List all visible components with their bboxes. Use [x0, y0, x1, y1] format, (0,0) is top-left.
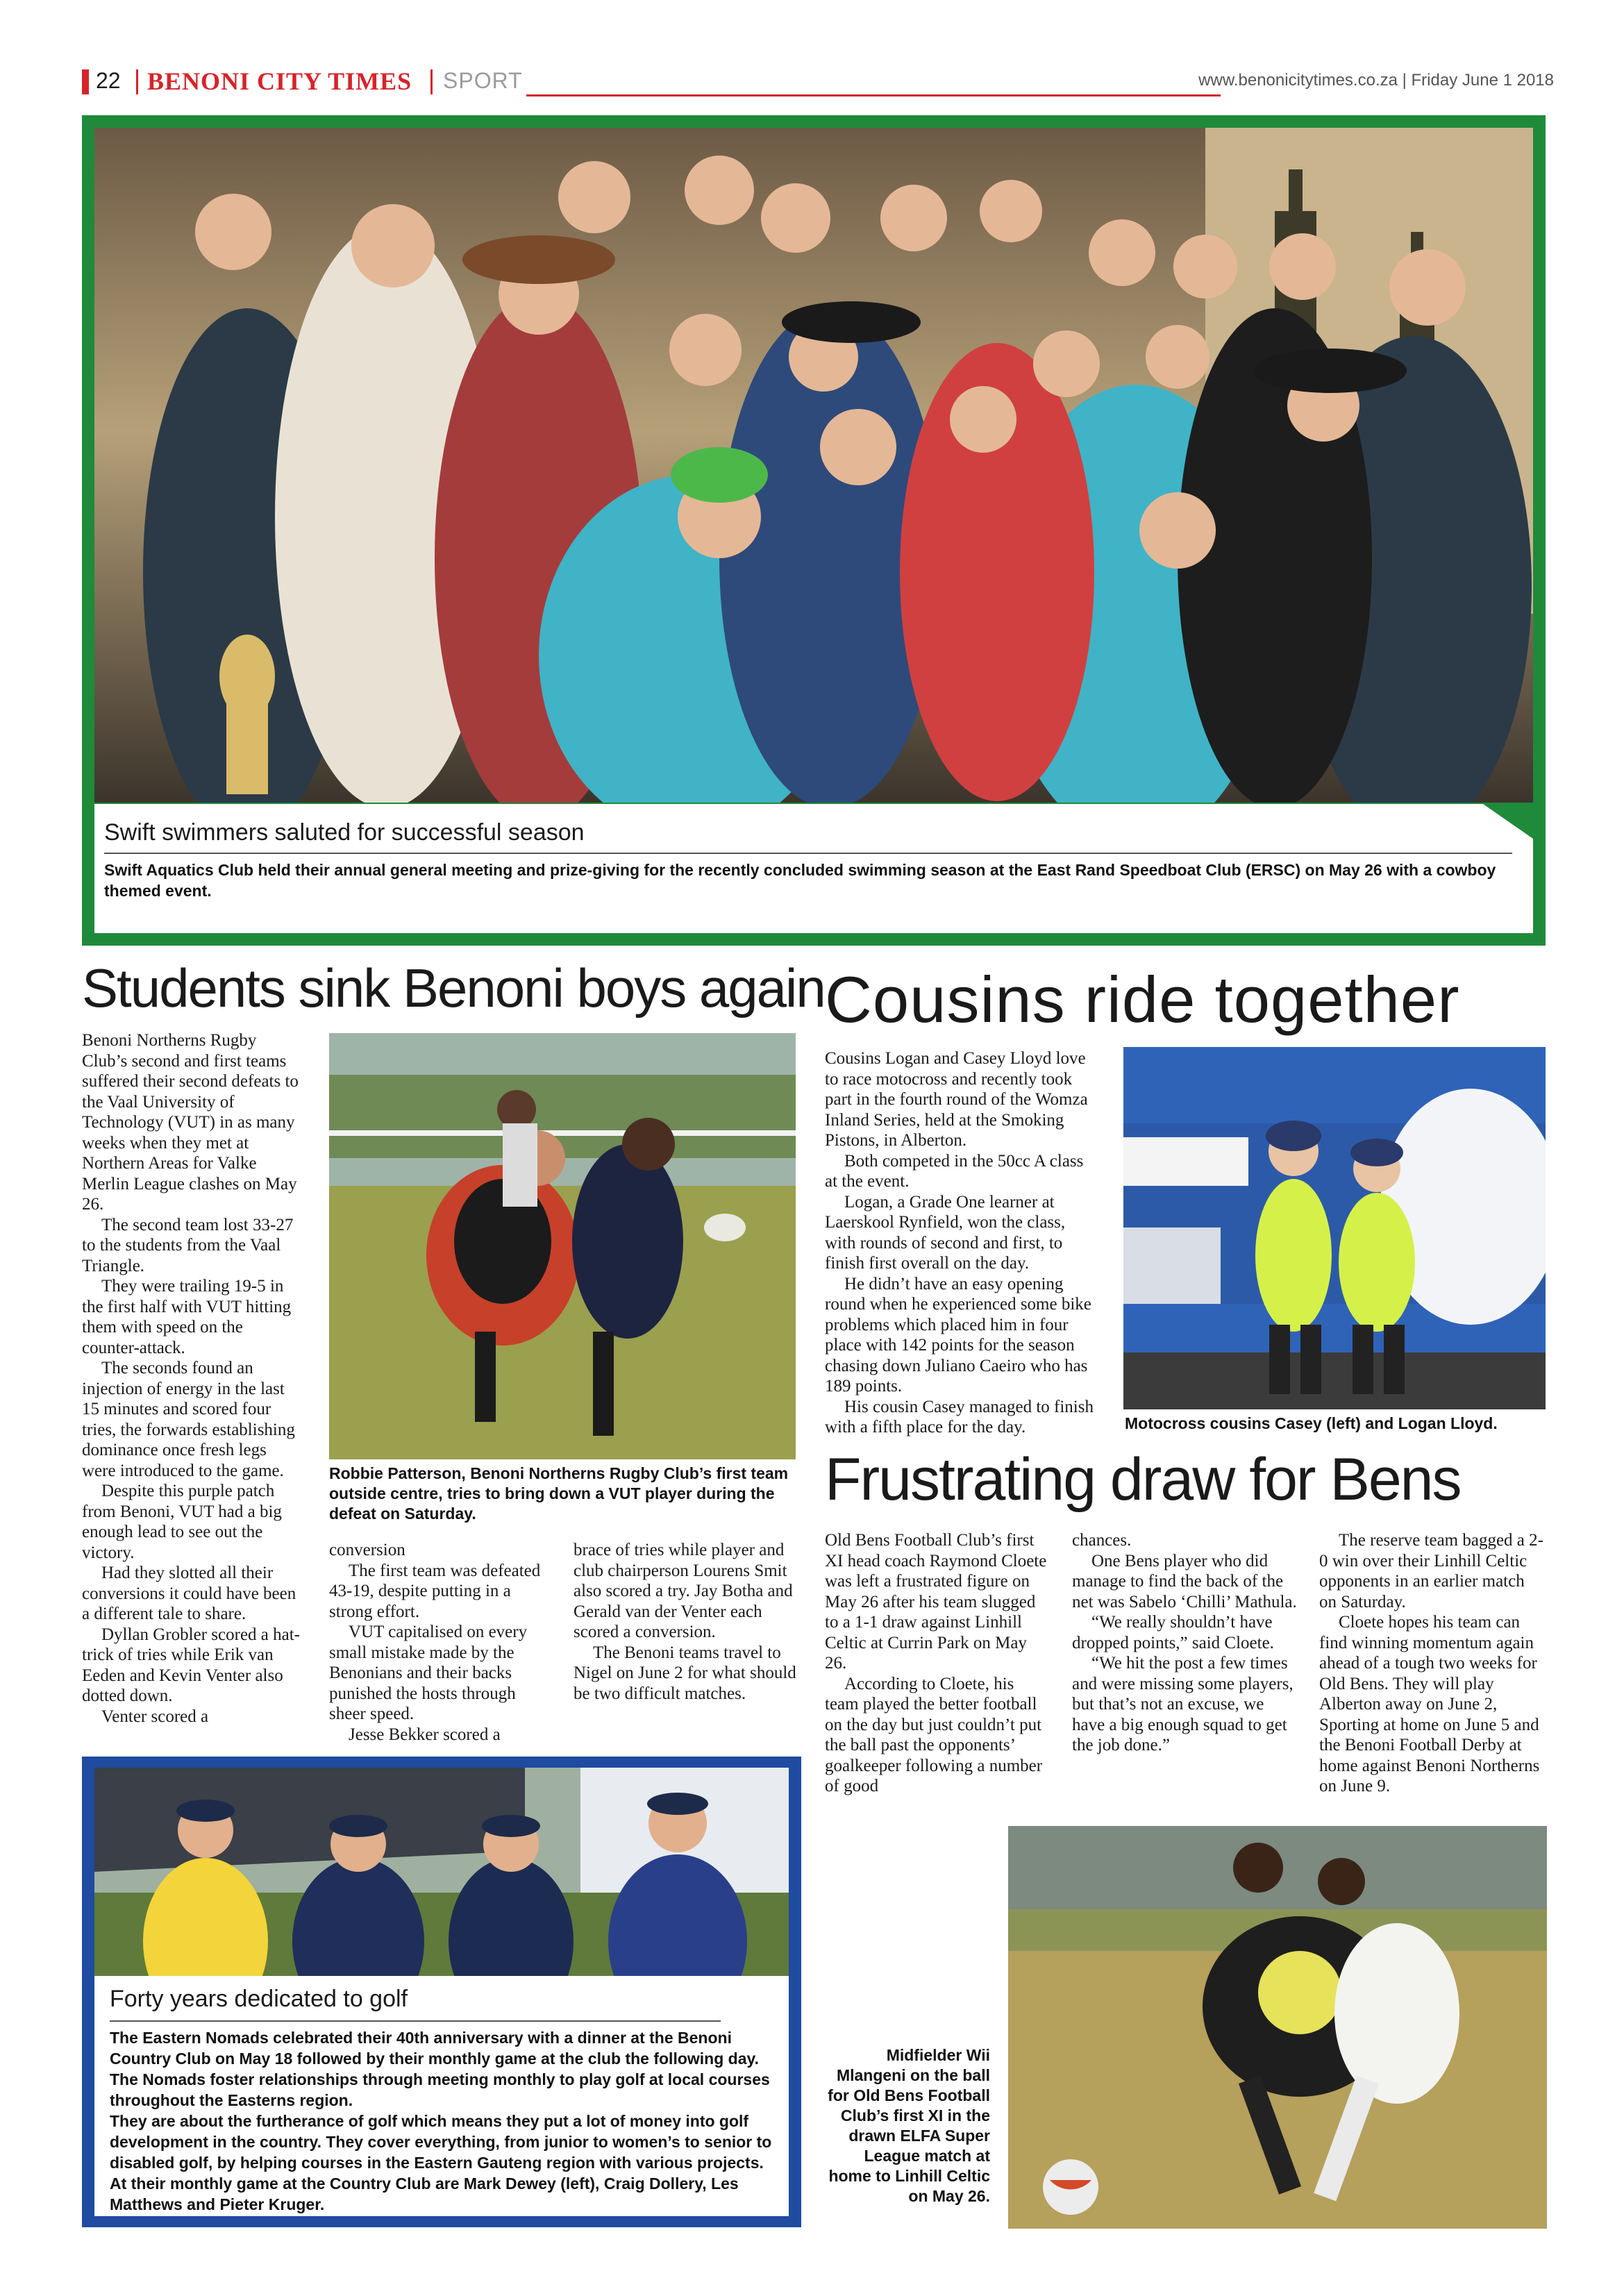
caption-corner-accent — [1483, 804, 1533, 839]
paragraph: The seconds found an injection of energy in the last 15 minutes and scored four tries, the forwards establishing dominance once fresh legs were introduced to the game. — [82, 1359, 295, 1480]
motocross-column — [825, 1048, 1096, 1438]
paragraph: They were trailing 19-5 in the first half with VUT hitting them with speed on the counter-attack. — [82, 1277, 292, 1357]
caption-rule — [104, 853, 1512, 854]
page-header — [82, 67, 1554, 100]
paragraph: Had they slotted all their conversions it could have been a different tale to share. — [82, 1564, 296, 1623]
paragraph: brace of tries while player and club chairperson Lourens Smit also scored a try. Jay Botha and Gerald van der Venter each scored a conversion. — [574, 1541, 793, 1641]
golf-caption-title: Forty years dedicated to golf — [110, 1986, 408, 2012]
football-column-3 — [1319, 1530, 1546, 1797]
paragraph: The Benoni teams travel to Nigel on June 2 for what should be two difficult matches. — [574, 1643, 796, 1703]
football-column-2 — [1072, 1530, 1298, 1756]
golf-caption-body-1: The Eastern Nomads celebrated their 40th anniversary with a dinner at the Benoni Country Club on May 18 followed by their monthly game at the club the following day. The Nomads foster relationships through meeting monthly to play golf at local courses throughout the Easterns region. — [110, 2029, 770, 2109]
paragraph: “We really shouldn’t have dropped points,” said Cloete. — [1072, 1613, 1274, 1652]
rugby-column-2 — [329, 1540, 553, 1745]
paragraph: conversion — [329, 1541, 405, 1559]
rugby-headline: Students sink Benoni boys again — [82, 957, 825, 1019]
rugby-column-1 — [82, 1030, 304, 1727]
paragraph: The reserve team bagged a 2-0 win over their Linhill Celtic opponents in an earlier match on Saturday. — [1319, 1531, 1543, 1611]
paragraph: The second team lost 33-27 to the students from the Vaal Triangle. — [82, 1215, 294, 1275]
header-rule — [526, 94, 1221, 97]
swimmers-caption-box — [94, 804, 1533, 933]
swimmers-caption-body: Swift Aquatics Club held their annual general meeting and prize-giving for the recently concluded swimming season at the East Rand Speedboat Club (ERSC) on May 26 with a cowboy themed event. — [104, 861, 1496, 900]
golf-group-photo — [94, 1768, 789, 1976]
paragraph: Dyllan Grobler scored a hat-trick of tries while Erik van Eeden and Kevin Venter also dotted down. — [82, 1625, 300, 1705]
football-match-photo — [1008, 1826, 1547, 2229]
site-and-date: www.benonicitytimes.co.za | Friday June 1 2018 — [1198, 71, 1554, 90]
paragraph: His cousin Casey managed to finish with a fifth place for the day. — [825, 1397, 1094, 1436]
paragraph: The first team was defeated 43-19, despite putting in a strong effort. — [329, 1561, 541, 1621]
paragraph: “We hit the post a few times and were missing some players, but that’s not an excuse, we have a big enough squad to get the job done.” — [1072, 1654, 1294, 1754]
rugby-photo-caption: Robbie Patterson, Benoni Northerns Rugby Club’s first team outside centre, tries to bring down a VUT player during the defeat on Saturday. — [329, 1464, 789, 1523]
golf-caption-box — [94, 1976, 789, 2216]
header-divider — [136, 69, 138, 94]
motocross-cousins-photo — [1123, 1047, 1546, 1409]
header-accent-bar — [82, 69, 89, 94]
rugby-action-photo — [329, 1033, 796, 1459]
paragraph: Venter scored a — [101, 1707, 209, 1726]
paragraph: Cousins Logan and Casey Lloyd love to race motocross and recently took part in the fourth round of the Womza Inland Series, held at the Smoking Pistons, in Alberton. — [825, 1049, 1088, 1150]
paragraph: One Bens player who did manage to find the back of the net was Sabelo ‘Chilli’ Mathula. — [1072, 1551, 1297, 1611]
motocross-photo-caption: Motocross cousins Casey (left) and Logan Lloyd. — [1125, 1414, 1498, 1432]
swimmers-group-photo — [94, 128, 1533, 803]
caption-rule — [110, 2020, 721, 2022]
golf-caption-body-2: They are about the furtherance of golf which means they put a lot of money into golf development in the country. They cover everything, from junior to women’s to senior to disabled golf, by helping courses in the Eastern Gauteng region with various projects. At their monthly game at the Country Club are Mark Dewey (left), Craig Dollery, Les Matthews and Pieter Kruger. — [110, 2112, 772, 2213]
paragraph: Despite this purple patch from Benoni, VUT had a big enough lead to see out the victory. — [82, 1482, 282, 1562]
paragraph: Benoni Northerns Rugby Club’s second and first teams suffered their second defeats to the Vaal University of Technology (VUT) in as many weeks when they met at Northern Areas for Valke Merlin League clashes on May 26. — [82, 1031, 299, 1214]
football-photo-caption: Midfielder Wii Mlangeni on the ball for Old Bens Football Club’s first XI in the drawn ELFA Super League match at home to Linhill Celtic on May 26. — [828, 2046, 990, 2205]
swimmers-caption-title: Swift swimmers saluted for successful season — [104, 819, 585, 846]
paragraph: Cloete hopes his team can find winning momentum again ahead of a tough two weeks for Old Bens. They will play Alberton away on June 2, Sporting at home on June 5 and the Benoni Football Derby at home against Benoni Northerns on June 9. — [1319, 1613, 1540, 1795]
motocross-headline: Cousins ride together — [825, 963, 1460, 1036]
paragraph: Old Bens Football Club’s first XI head coach Raymond Cloete was left a frustrated figure on May 26 after his team slugged to a 1-1 draw against Linhill Celtic at Currin Park on May 26. — [825, 1531, 1047, 1673]
header-divider — [430, 69, 433, 94]
football-headline: Frustrating draw for Bens — [825, 1446, 1461, 1513]
section-name: SPORT — [443, 68, 523, 93]
football-column-1 — [825, 1530, 1051, 1797]
paragraph: Logan, a Grade One learner at Laerskool Rynfield, won the class, with rounds of second and first, to finish first overall on the day. — [825, 1192, 1066, 1273]
paragraph: According to Cloete, his team played the better football on the day but just couldn’t put the ball past the opponents’ goalkeeper following a number of good — [825, 1674, 1043, 1795]
paragraph: chances. — [1072, 1531, 1132, 1550]
paragraph: VUT capitalised on every small mistake made by the Benonians and their backs punished the hosts through sheer speed. — [329, 1623, 528, 1723]
rugby-column-3 — [574, 1540, 800, 1704]
page-number: 22 — [96, 68, 121, 93]
paragraph: He didn’t have an easy opening round when he experienced some bike problems which placed him in four place with 142 points for the season chasing down Juliano Caeiro who has 189 points. — [825, 1274, 1091, 1396]
paragraph: Jesse Bekker scored a — [349, 1725, 501, 1744]
paper-name: BENONI CITY TIMES — [147, 67, 412, 95]
paragraph: Both competed in the 50cc A class at the event. — [825, 1151, 1084, 1191]
